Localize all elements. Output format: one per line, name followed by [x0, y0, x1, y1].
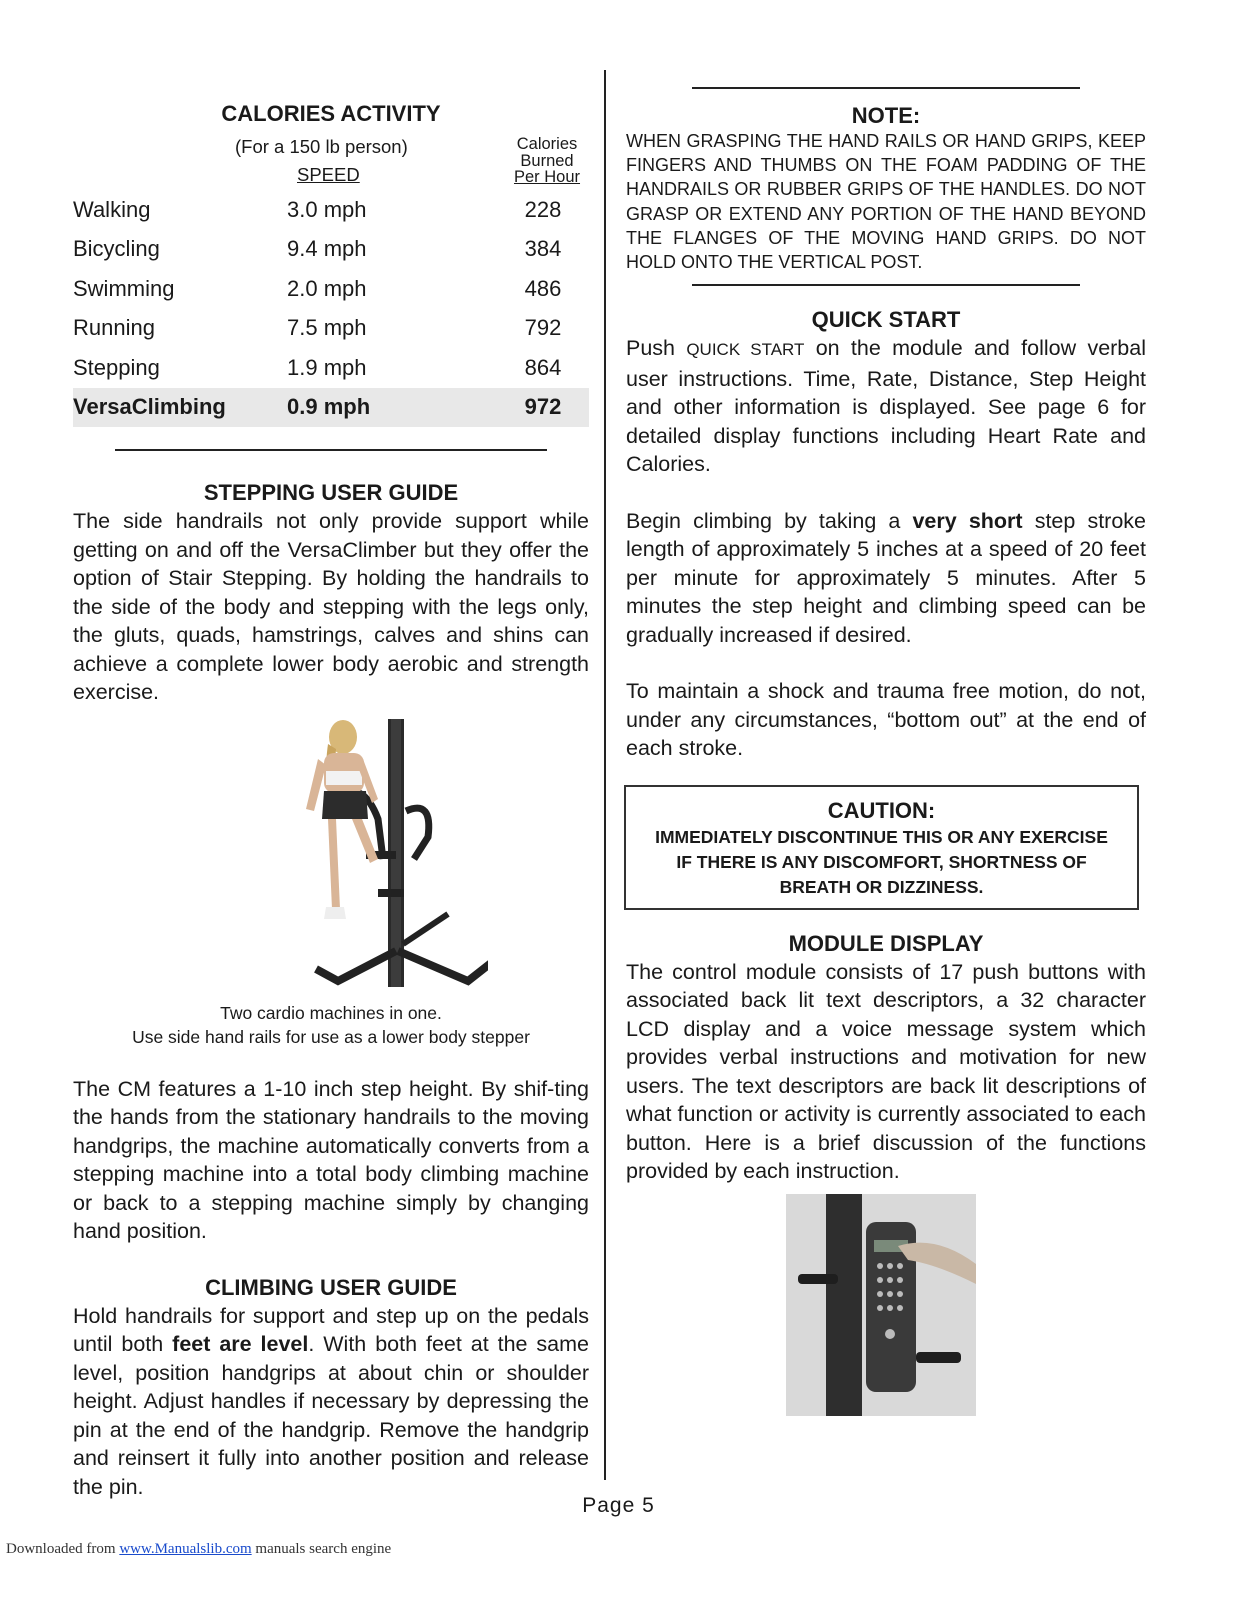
manualslib-link[interactable]: www.Manualslib.com — [119, 1541, 252, 1557]
left-column — [73, 100, 589, 1501]
module-body: The control module consists of 17 push buttons with associated back lit text descriptors, a 32 character LCD display and a voice message system which provides verbal instructions and motivation for new users. The text descriptors are back lit descriptions of what function or activity is currently associated to each button. Here is a brief discussion of the functions provided by each instruction. — [626, 959, 1146, 1184]
calories-burned-header — [497, 136, 597, 186]
section-rule — [115, 449, 547, 451]
qs2-text-a: Begin climbing by taking a — [626, 508, 913, 533]
speed-header: SPEED — [297, 164, 360, 185]
calories-cell: 864 — [524, 354, 562, 380]
person-note: (For a 150 lb person) — [235, 136, 408, 157]
column-divider — [604, 70, 606, 1480]
caution-line-2: IF THERE IS ANY DISCOMFORT, SHORTNESS OF — [676, 851, 1087, 872]
photo-caption-2: Use side hand rails for use as a lower body stepper — [132, 1026, 530, 1047]
stepping-body: The side handrails not only provide support while getting on and off the VersaClimber but they offer the option of Stair Stepping. By holding the handrails to the side of the body and stepping with the legs only, the gluts, quads, hamstrings, calves and shins can achieve a complete lower body aerobic and strength exercise. — [73, 509, 589, 704]
speed-cell: 0.9 mph — [287, 388, 497, 428]
table-row — [73, 348, 589, 388]
note-top-rule — [692, 87, 1080, 89]
activity-cell: Stepping — [73, 354, 160, 380]
download-suffix: manuals search engine — [251, 1541, 392, 1557]
activity-cell: Bicycling — [73, 236, 160, 262]
qs-small-caps: QUICK START — [686, 340, 805, 360]
table-row — [73, 190, 589, 230]
cb-line1: Calories — [516, 135, 578, 153]
calories-subheader — [73, 128, 589, 190]
module-photo — [786, 1194, 976, 1416]
note-title: NOTE: — [851, 103, 921, 128]
right-column — [626, 75, 1146, 1416]
calories-table — [73, 190, 589, 427]
quick-start-p3: To maintain a shock and trauma free motion, do not, under any circumstances, “bottom out” at the end of each stroke. — [626, 679, 1146, 761]
qs2-text-b: step stroke length of approximately 5 inches at a speed of 20 feet per minute for approximately 5 minutes. After 5 minutes the step height and climbing speed can be gradually increased if desired. — [626, 508, 1146, 647]
speed-cell: 9.4 mph — [287, 236, 367, 262]
table-row — [73, 309, 589, 349]
speed-cell: 3.0 mph — [287, 196, 367, 222]
calories-title: CALORIES ACTIVITY — [221, 101, 441, 126]
calories-cell: 486 — [524, 275, 562, 301]
climbing-body — [73, 1302, 589, 1502]
caution-box — [624, 785, 1139, 910]
activity-cell: VersaClimbing — [73, 388, 287, 428]
climbing-title: CLIMBING USER GUIDE — [205, 1274, 457, 1300]
qs2-text-bold: very short — [912, 508, 1023, 533]
quick-start-title: QUICK START — [811, 307, 961, 333]
activity-cell: Swimming — [73, 275, 175, 301]
speed-cell: 7.5 mph — [287, 315, 367, 341]
note-bottom-rule — [692, 284, 1080, 286]
table-row-highlight — [73, 388, 589, 428]
caution-title: CAUTION: — [827, 797, 936, 823]
cb-line3: Per Hour — [513, 168, 581, 186]
stepping-title: STEPPING USER GUIDE — [203, 480, 459, 505]
download-prefix: Downloaded from — [6, 1541, 120, 1557]
quick-start-p2 — [626, 507, 1146, 650]
stepping-body-2: The CM features a 1-10 inch step height. By shif-ting the hands from the stationary handrails to the moving handgrips, the machine automatically converts from a stepping machine into a total body climbing machine or back to a stepping machine simply by changing hand position. — [73, 1076, 589, 1243]
stepper-illustration — [228, 719, 488, 999]
module-illustration — [786, 1194, 976, 1416]
qs-text-b: on the module and follow verbal user instructions. Time, Rate, Distance, Step Height and other information is displayed. See page 6 for detailed display functions including Heart Rate and Calories. — [626, 336, 1146, 477]
climbing-text-a: Hold handrails for support and step up on the pedals until both — [73, 1303, 589, 1356]
quick-start-p1 — [626, 334, 1146, 479]
calories-cell: 792 — [524, 315, 562, 341]
speed-cell: 1.9 mph — [287, 354, 367, 380]
climbing-text-bold: feet are level — [172, 1332, 309, 1356]
table-row — [73, 230, 589, 270]
page-number: Page 5 — [582, 1494, 655, 1517]
stepper-photo — [228, 719, 488, 999]
calories-cell: 384 — [524, 236, 562, 262]
qs-text-a: Push — [626, 336, 687, 361]
speed-cell: 2.0 mph — [287, 275, 367, 301]
table-row — [73, 269, 589, 309]
module-title: MODULE DISPLAY — [788, 930, 984, 956]
activity-cell: Running — [73, 315, 155, 341]
caution-line-3: BREATH OR DIZZINESS. — [779, 876, 984, 897]
download-footer — [6, 1541, 391, 1558]
calories-cell: 972 — [497, 388, 589, 428]
calories-cell: 228 — [524, 196, 562, 222]
activity-cell: Walking — [73, 196, 151, 222]
cb-line2: Burned — [520, 151, 574, 170]
photo-caption-1: Two cardio machines in one. — [220, 1002, 442, 1023]
note-body: WHEN GRASPING THE HAND RAILS OR HAND GRIPS, KEEP FINGERS AND THUMBS ON THE FOAM PADDING OF THE HANDRAILS OR RUBBER GRIPS OF THE HANDLES. DO NOT GRASP OR EXTEND ANY PORTION OF THE HAND BEYOND THE FLANGES OF THE MOVING HAND GRIPS. DO NOT HOLD ONTO THE VERTICAL POST. — [626, 131, 1146, 273]
climbing-text-b: . With both feet at the same level, position handgrips at about chin or shoulder height. Adjust handles if necessary by depressing the pin at the end of the handgrip. Remove the handgrip and reinsert it fully into another position and release the pin. — [73, 1332, 590, 1499]
caution-line-1: IMMEDIATELY DISCONTINUE THIS OR ANY EXERCISE — [655, 826, 1108, 847]
